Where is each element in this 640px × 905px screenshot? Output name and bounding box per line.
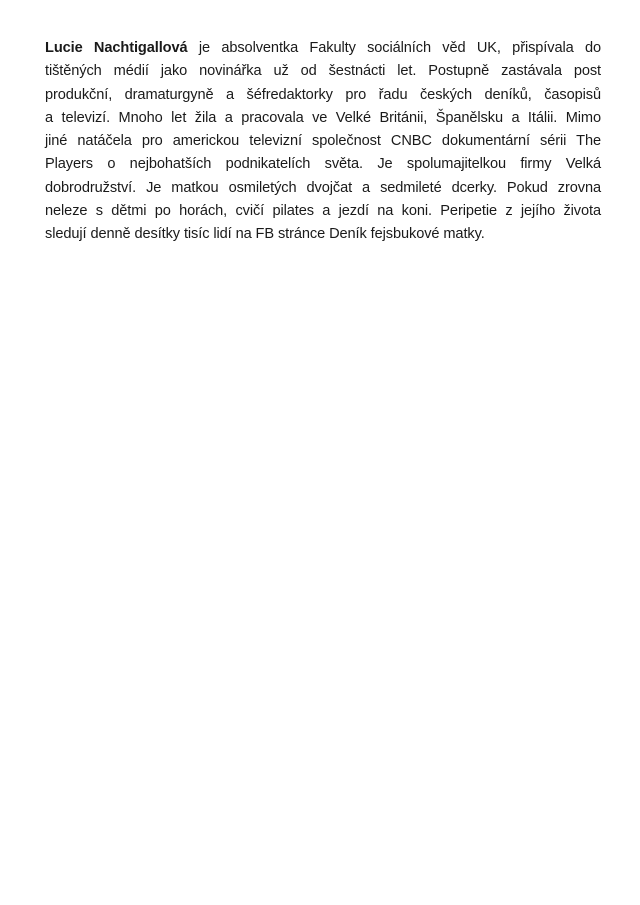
bio-line-6: Players o nejbohatších podnikatelích světa. Je spolumajitelkou firmy Velká	[45, 156, 601, 173]
bio-line-4: a televizí. Mnoho let žila a pracovala ve Velké Británii, Španělsku a Itálii. Mimo	[45, 109, 601, 126]
bio-line-3: produkční, dramaturgyně a šéfredaktorky pro řadu českých deníků, časopisů	[45, 86, 601, 103]
bio-line-1	[45, 37, 601, 60]
author-bio-paragraph	[45, 37, 601, 247]
bio-line-2: tištěných médií jako novinářka už od šestnácti let. Postupně zastávala post	[45, 63, 601, 80]
bio-line-9: sledují denně desítky tisíc lidí na FB stránce Deník fejsbukové matky.	[45, 226, 485, 243]
bio-line-7: dobrodružství. Je matkou osmiletých dvojčat a sedmileté dcerky. Pokud zrovna	[45, 179, 601, 196]
bio-text: je absolventka Fakulty sociálních věd UK, přispívala do	[187, 40, 601, 56]
bio-line-8: neleze s dětmi po horách, cvičí pilates a jezdí na koni. Peripetie z jejího života	[45, 203, 601, 220]
bio-line-5: jiné natáčela pro americkou televizní společnost CNBC dokumentární sérii The	[45, 133, 601, 150]
author-name: Lucie Nachtigallová	[45, 40, 188, 56]
